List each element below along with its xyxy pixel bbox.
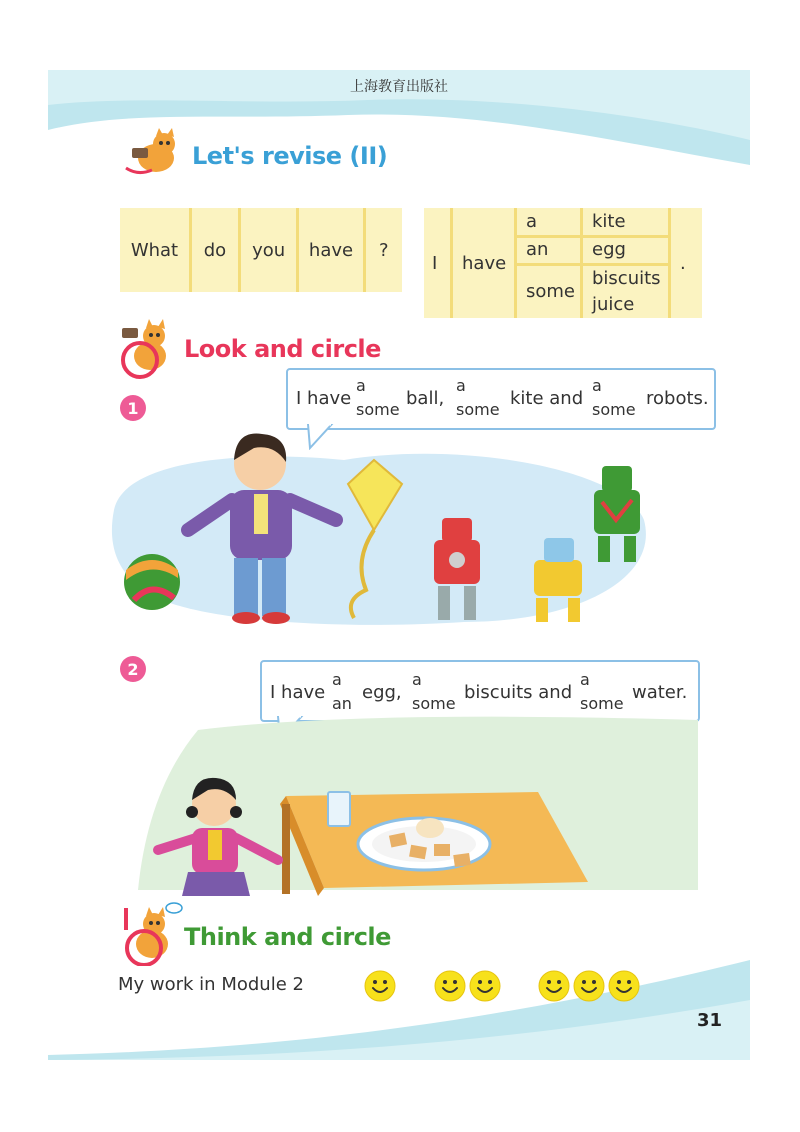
answer-noun: juice (592, 293, 635, 315)
smiley-face-icon[interactable] (469, 970, 501, 1002)
option-a[interactable]: a (332, 670, 342, 689)
sentence-part: ball, (406, 388, 445, 409)
question-word: What (120, 208, 192, 292)
answer-determiner: an (526, 239, 549, 260)
answer-table (424, 208, 702, 318)
sentence-part: I have (296, 388, 352, 409)
cat-circle-mascot-icon (114, 316, 180, 380)
answer-noun: egg (592, 239, 626, 260)
page-number: 31 (696, 1010, 722, 1031)
question-mark: ? (379, 239, 389, 261)
question-table (120, 208, 402, 292)
item-number-badge: 1 (120, 395, 146, 421)
sentence-part: egg, (362, 682, 402, 703)
question-word: you (241, 208, 300, 292)
answer-noun: kite (592, 211, 626, 232)
answer-period: . (680, 252, 686, 274)
option-a[interactable]: a (412, 670, 422, 689)
option-a[interactable]: a (356, 376, 366, 395)
sentence-part: kite and (510, 388, 584, 409)
smiley-face-icon[interactable] (364, 970, 396, 1002)
question-word: do (192, 208, 241, 292)
publisher-name: 上海教育出版社 (350, 79, 448, 95)
option-some[interactable]: some (456, 400, 500, 419)
boy-toys-illustration (104, 400, 660, 630)
sentence-part: I have (270, 682, 326, 703)
think-and-circle-title: Think and circle (184, 923, 391, 951)
option-an[interactable]: an (332, 694, 352, 713)
sentence-part: water. (632, 682, 688, 703)
option-some[interactable]: some (592, 400, 636, 419)
item-number-badge: 2 (120, 656, 146, 682)
answer-determiner: a (526, 211, 538, 232)
smiley-face-icon[interactable] (608, 970, 640, 1002)
option-some[interactable]: some (580, 694, 624, 713)
textbook-page (48, 70, 750, 1060)
answer-noun: biscuits (592, 267, 661, 289)
smiley-face-icon[interactable] (434, 970, 466, 1002)
option-some[interactable]: some (356, 400, 400, 419)
option-a[interactable]: a (592, 376, 602, 395)
answer-subject: I (432, 252, 438, 274)
answer-determiner: some (526, 281, 575, 302)
answer-verb: have (462, 252, 507, 274)
option-some[interactable]: some (412, 694, 456, 713)
sentence-part: robots. (646, 388, 709, 409)
cat-thinking-mascot-icon (114, 902, 184, 966)
sentence-part: biscuits and (464, 682, 573, 703)
option-a[interactable]: a (456, 376, 466, 395)
smiley-face-icon[interactable] (573, 970, 605, 1002)
module-work-label: My work in Module 2 (118, 974, 304, 995)
question-word: have (299, 208, 365, 292)
girl-table-illustration (138, 700, 698, 896)
option-a[interactable]: a (580, 670, 590, 689)
smiley-face-icon[interactable] (538, 970, 570, 1002)
cat-mascot-icon (118, 128, 188, 178)
revise-title: Let's revise (II) (192, 142, 388, 170)
look-and-circle-title: Look and circle (184, 335, 381, 363)
